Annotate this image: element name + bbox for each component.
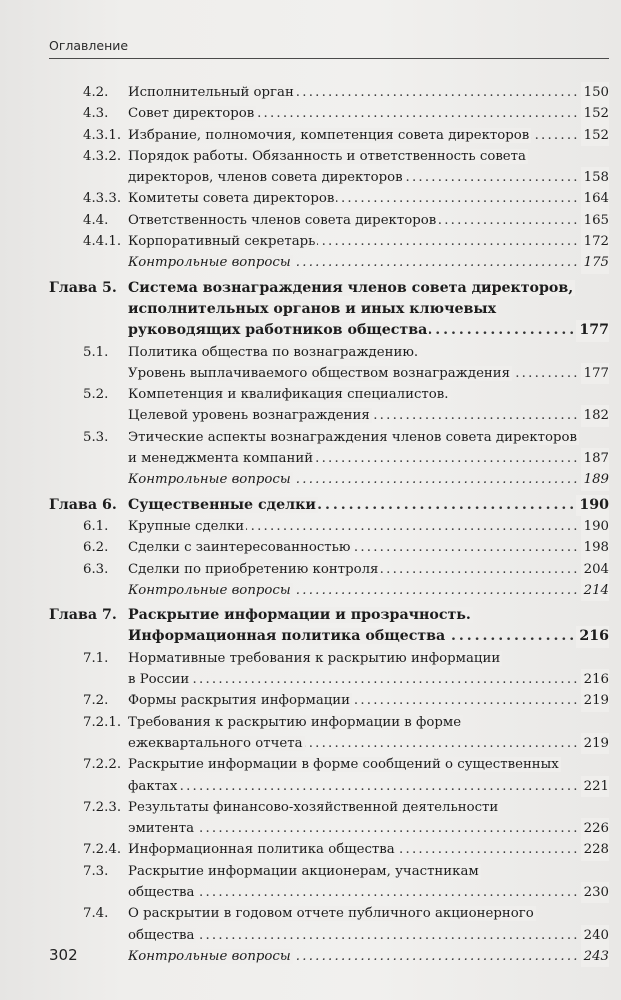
- entry-title: Крупные сделки: [128, 518, 245, 534]
- section-number: 7.2.1.: [83, 714, 122, 730]
- entry-title: Ответственность членов совета директоров: [128, 212, 437, 228]
- entry-text-box: [128, 559, 609, 580]
- page-number: 302: [49, 946, 78, 964]
- toc-entry-line: [49, 516, 609, 537]
- entry-text-box: [128, 469, 609, 490]
- toc-entry-line: [49, 690, 609, 711]
- entry-text-box: [128, 82, 609, 103]
- section-number: 4.4.1.: [83, 234, 122, 250]
- entry-title: Целевой уровень вознаграждения: [128, 408, 370, 424]
- review-questions-title: Контрольные вопросы: [128, 472, 291, 488]
- entry-title: Нормативные требования к раскрытию информации: [128, 650, 501, 666]
- entry-text-box: [128, 516, 609, 537]
- section-number: 6.1.: [83, 518, 109, 534]
- chapter-number: Глава 7.: [49, 607, 117, 624]
- section-number: 4.3.3.: [83, 191, 122, 207]
- entry-text-box: [128, 626, 609, 647]
- entry-title: эмитента: [128, 821, 195, 837]
- entry-text-box: [128, 495, 609, 516]
- section-number: 6.3.: [83, 561, 109, 577]
- toc-entry-line: [49, 384, 609, 405]
- toc-entry-line: [49, 363, 609, 384]
- toc-chapter-line: [49, 605, 609, 626]
- toc-entry-line: [49, 167, 609, 188]
- entry-text-box: [128, 299, 609, 320]
- entry-page-number: 172: [581, 231, 609, 252]
- entry-text-box: [128, 605, 609, 626]
- toc-entry-line: [49, 427, 609, 448]
- entry-text-box: [128, 384, 609, 405]
- toc-chapter-line: [49, 495, 609, 516]
- entry-text-box: [128, 167, 609, 188]
- toc-entry-line: [49, 537, 609, 558]
- entry-page-number: 219: [581, 690, 609, 711]
- entry-text-box: [128, 278, 609, 299]
- section-number: 4.3.: [83, 106, 109, 122]
- entry-page-number: 221: [581, 776, 609, 797]
- entry-page-number: 204: [581, 559, 609, 580]
- entry-title: директоров, членов совета директоров: [128, 170, 403, 186]
- entry-text-box: [128, 903, 609, 924]
- entry-title: Сделки по приобретению контроля: [128, 561, 379, 577]
- entry-page-number: 152: [581, 103, 609, 124]
- entry-text-box: [128, 733, 609, 754]
- table-of-contents: [49, 82, 609, 967]
- entry-page-number: 177: [576, 320, 609, 341]
- toc-entry-line: [49, 861, 609, 882]
- toc-questions-line: [49, 946, 609, 967]
- section-number: 4.2.: [83, 85, 109, 100]
- entry-title: Корпоративный секретарь: [128, 234, 316, 250]
- review-questions-title: Контрольные вопросы: [128, 582, 291, 598]
- section-number: 5.2.: [83, 387, 109, 403]
- entry-title: Политика общества по вознаграждению.: [128, 344, 419, 360]
- entry-page-number: 240: [581, 925, 609, 946]
- entry-text-box: [128, 320, 609, 341]
- toc-entry-line: [49, 405, 609, 426]
- toc-entry-line: [49, 103, 609, 124]
- entry-text-box: [128, 776, 609, 797]
- entry-text-box: [128, 690, 609, 711]
- entry-text-box: [128, 188, 609, 209]
- entry-text-box: [128, 103, 609, 124]
- entry-title: в России: [128, 672, 190, 688]
- toc-entry-line: [49, 733, 609, 754]
- toc-entry-line: [49, 925, 609, 946]
- entry-text-box: [128, 818, 609, 839]
- entry-title: Избрание, полномочия, компетенция совета директоров: [128, 127, 530, 143]
- entry-title: исполнительных органов и иных ключевых: [128, 300, 497, 317]
- toc-entry-line: [49, 648, 609, 669]
- toc-entry-line: [49, 146, 609, 167]
- toc-entry-line: [49, 188, 609, 209]
- entry-text-box: [128, 797, 609, 818]
- entry-title: Существенные сделки: [128, 496, 316, 513]
- entry-title: О раскрытии в годовом отчете публичного акционерного: [128, 906, 534, 922]
- entry-text-box: [128, 669, 609, 690]
- entry-page-number: 230: [581, 882, 609, 903]
- entry-text-box: [128, 146, 609, 167]
- entry-text-box: [128, 839, 609, 860]
- entry-title: Информационная политика общества: [128, 842, 395, 858]
- entry-text-box: [128, 405, 609, 426]
- section-number: 4.3.1.: [83, 127, 122, 143]
- entry-page-number: 190: [581, 516, 609, 537]
- toc-entry-line: [49, 210, 609, 231]
- review-questions-title: Контрольные вопросы: [128, 948, 291, 964]
- entry-page-number: 165: [581, 210, 609, 231]
- toc-entry-line: [49, 754, 609, 775]
- entry-title: фактах: [128, 778, 178, 794]
- entry-title: Система вознаграждения членов совета директоров,: [128, 279, 574, 296]
- section-number: 5.3.: [83, 429, 109, 445]
- entry-title: и менеджмента компаний: [128, 451, 314, 467]
- entry-title: Компетенция и квалификация специалистов.: [128, 387, 449, 403]
- entry-title: Комитеты совета директоров: [128, 191, 335, 207]
- toc-entry-line: [49, 776, 609, 797]
- toc-entry-line: [49, 839, 609, 860]
- entry-title: Требования к раскрытию информации в форме: [128, 714, 462, 730]
- entry-title: Информационная политика общества: [128, 628, 446, 645]
- entry-text-box: [128, 125, 609, 146]
- entry-text-box: [128, 882, 609, 903]
- entry-title: общества: [128, 927, 195, 943]
- entry-title: общества: [128, 884, 195, 900]
- entry-text-box: [128, 946, 609, 967]
- section-number: 7.4.: [83, 906, 109, 922]
- toc-questions-line: [49, 580, 609, 601]
- entry-title: Исполнительный орган: [128, 85, 294, 100]
- entry-title: Совет директоров: [128, 106, 255, 122]
- entry-page-number: 226: [581, 818, 609, 839]
- entry-title: Раскрытие информации и прозрачность.: [128, 607, 471, 624]
- entry-text-box: [128, 210, 609, 231]
- entry-text-box: [128, 448, 609, 469]
- entry-title: Результаты финансово-хозяйственной деятельности: [128, 799, 499, 815]
- entry-text-box: [128, 231, 609, 252]
- entry-title: Формы раскрытия информации: [128, 693, 351, 709]
- toc-entry-line: [49, 669, 609, 690]
- entry-page-number: 182: [581, 405, 609, 426]
- toc-entry-line: [49, 818, 609, 839]
- entry-page-number: 216: [581, 669, 609, 690]
- entry-text-box: [128, 754, 609, 775]
- toc-entry-line: [49, 448, 609, 469]
- toc-chapter-line: [49, 320, 609, 341]
- running-header: Оглавление: [49, 38, 129, 53]
- chapter-number: Глава 6.: [49, 496, 117, 513]
- section-number: 7.3.: [83, 863, 109, 879]
- toc-entry-line: [49, 559, 609, 580]
- entry-title: Порядок работы. Обязанность и ответственность совета: [128, 148, 526, 164]
- entry-page-number: 190: [576, 495, 609, 516]
- entry-page-number: 216: [576, 626, 609, 647]
- toc-questions-line: [49, 252, 609, 273]
- entry-title: ежеквартального отчета: [128, 735, 303, 751]
- header-rule: [49, 58, 609, 59]
- entry-page-number: 175: [581, 252, 609, 273]
- entry-page-number: 219: [581, 733, 609, 754]
- entry-title: Этические аспекты вознаграждения членов совета директоров: [128, 429, 578, 445]
- section-number: 5.1.: [83, 344, 109, 360]
- toc-entry-line: [49, 82, 609, 103]
- section-number: 7.2.2.: [83, 757, 122, 773]
- section-number: 7.2.3.: [83, 799, 122, 815]
- entry-page-number: 243: [581, 946, 609, 967]
- entry-title: Раскрытие информации акционерам, участникам: [128, 863, 479, 879]
- entry-page-number: 150: [581, 82, 609, 103]
- toc-entry-line: [49, 342, 609, 363]
- section-number: 7.1.: [83, 650, 109, 666]
- entry-page-number: 164: [581, 188, 609, 209]
- section-number: 6.2.: [83, 540, 109, 556]
- entry-text-box: [128, 925, 609, 946]
- entry-text-box: [128, 861, 609, 882]
- chapter-number: Глава 5.: [49, 279, 117, 296]
- toc-entry-line: [49, 797, 609, 818]
- section-number: 4.4.: [83, 212, 109, 228]
- entry-page-number: 214: [581, 580, 609, 601]
- toc-entry-line: [49, 882, 609, 903]
- toc-questions-line: [49, 469, 609, 490]
- entry-text-box: [128, 712, 609, 733]
- toc-chapter-line: [49, 278, 609, 299]
- entry-text-box: [128, 342, 609, 363]
- section-number: 7.2.: [83, 693, 109, 709]
- entry-text-box: [128, 580, 609, 601]
- section-number: 4.3.2.: [83, 148, 122, 164]
- section-number: 7.2.4.: [83, 842, 122, 858]
- toc-entry-line: [49, 903, 609, 924]
- entry-text-box: [128, 427, 609, 448]
- entry-text-box: [128, 537, 609, 558]
- toc-entry-line: [49, 125, 609, 146]
- entry-title: руководящих работников общества: [128, 322, 428, 339]
- toc-entry-line: [49, 712, 609, 733]
- toc-chapter-line: [49, 626, 609, 647]
- entry-title: Раскрытие информации в форме сообщений о существенных: [128, 757, 559, 773]
- toc-chapter-line: [49, 299, 609, 320]
- entry-text-box: [128, 252, 609, 273]
- entry-page-number: 187: [581, 448, 609, 469]
- entry-title: Сделки с заинтересованностью: [128, 540, 351, 556]
- entry-page-number: 198: [581, 537, 609, 558]
- entry-page-number: 152: [581, 125, 609, 146]
- entry-page-number: 189: [581, 469, 609, 490]
- entry-text-box: [128, 648, 609, 669]
- toc-entry-line: [49, 231, 609, 252]
- entry-page-number: 228: [581, 839, 609, 860]
- entry-text-box: [128, 363, 609, 384]
- entry-page-number: 158: [581, 167, 609, 188]
- entry-title: Уровень выплачиваемого обществом вознаграждения: [128, 365, 511, 381]
- entry-page-number: 177: [581, 363, 609, 384]
- review-questions-title: Контрольные вопросы: [128, 255, 291, 271]
